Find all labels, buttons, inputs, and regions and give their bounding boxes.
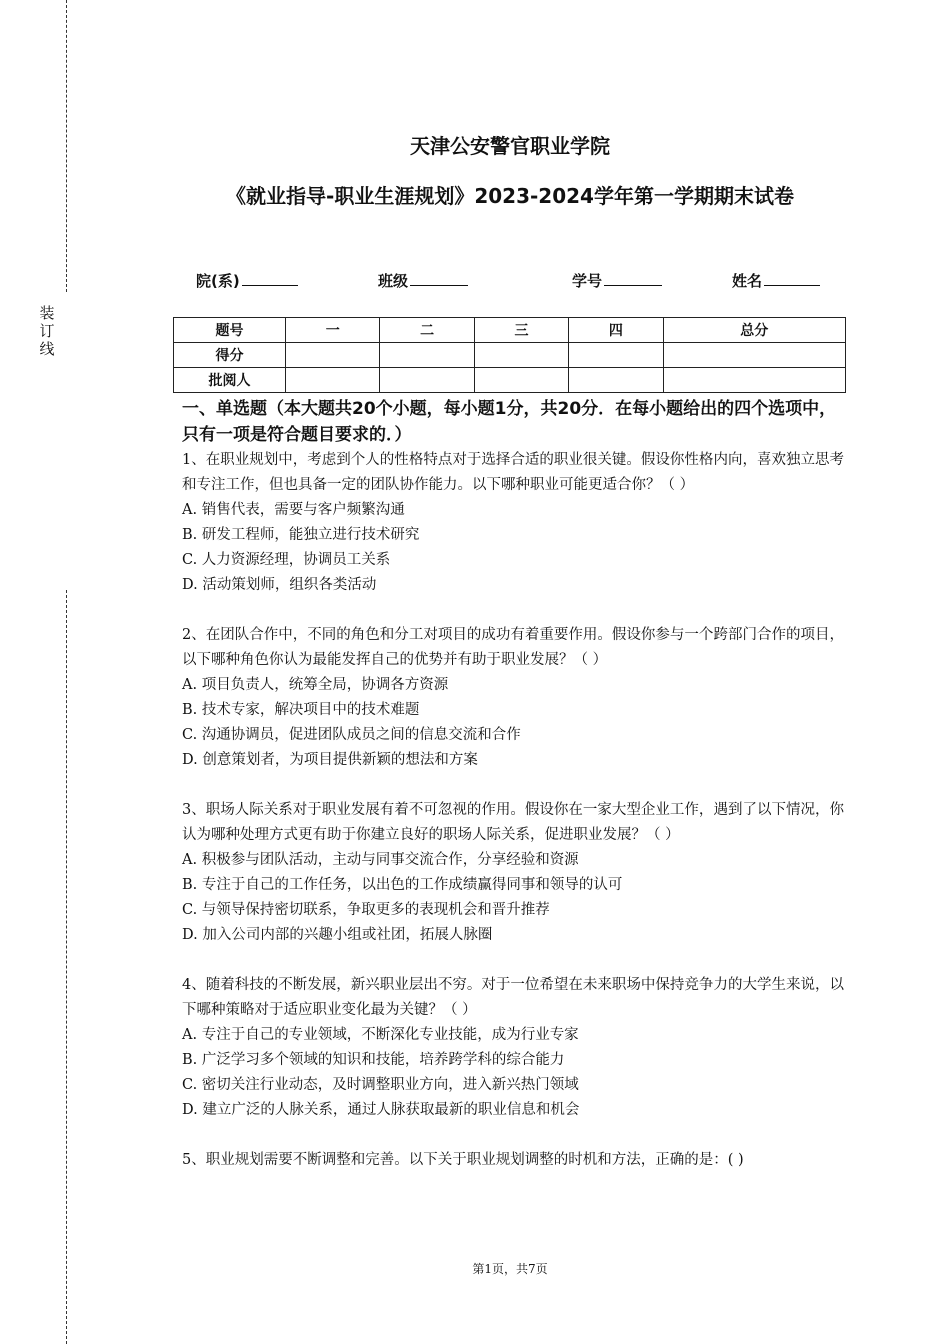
question-list [182,448,844,1198]
question-option: A. 销售代表，需要与客户频繁沟通 [182,502,405,518]
score-cell[interactable] [286,343,380,368]
question-option: C. 人力资源经理，协调员工关系 [182,552,391,568]
question-4 [182,973,844,1123]
info-name [732,270,820,291]
grader-cell[interactable] [286,368,380,393]
info-student-id-label: 学号 [572,272,603,290]
question-option: B. 专注于自己的工作任务，以出色的工作成绩赢得同事和领导的认可 [182,877,623,893]
question-option: C. 与领导保持密切联系，争取更多的表现机会和晋升推荐 [182,902,550,918]
info-class-blank[interactable] [410,271,468,286]
grader-cell[interactable] [569,368,663,393]
school-title: 天津公安警官职业学院 [410,134,610,158]
question-option: B. 广泛学习多个领域的知识和技能，培养跨学科的综合能力 [182,1052,565,1068]
question-option: D. 建立广泛的人脉关系，通过人脉获取最新的职业信息和机会 [182,1102,580,1118]
score-table [173,317,846,393]
info-department-label: 院(系) [196,272,240,290]
score-table-header-cell: 总分 [663,318,846,343]
question-3 [182,798,844,948]
question-option: A. 项目负责人，统筹全局，协调各方资源 [182,677,449,693]
binding-label: 装订线 [39,304,55,358]
question-stem: 1、在职业规划中，考虑到个人的性格特点对于选择合适的职业很关键。假设你性格内向，喜欢独立思考和专注工作，但也具备一定的团队协作能力。以下哪种职业可能更适合你？（ ） [182,452,844,493]
question-option: D. 创意策划者，为项目提供新颖的想法和方案 [182,752,478,768]
grader-cell[interactable] [663,368,846,393]
question-option: A. 积极参与团队活动，主动与同事交流合作，分享经验和资源 [182,852,579,868]
question-stem: 4、随着科技的不断发展，新兴职业层出不穷。对于一位希望在未来职场中保持竞争力的大学生来说，以下哪种策略对于适应职业变化最为关键？（ ） [182,977,844,1018]
info-class-label: 班级 [378,272,409,290]
info-student-id-blank[interactable] [604,271,662,286]
question-stem: 3、职场人际关系对于职业发展有着不可忽视的作用。假设你在一家大型企业工作，遇到了以下情况，你认为哪种处理方式更有助于你建立良好的职场人际关系，促进职业发展？（ ） [182,802,844,843]
info-name-label: 姓名 [732,272,763,290]
binding-dashed-line-bottom [66,590,67,1344]
score-table-header-cell: 一 [286,318,380,343]
score-cell[interactable] [380,343,474,368]
question-option: B. 研发工程师，能独立进行技术研究 [182,527,420,543]
score-table-header-cell: 题号 [174,318,286,343]
score-table-header-row [174,318,846,343]
info-department-blank[interactable] [242,271,298,286]
score-table-header-cell: 三 [474,318,568,343]
question-option: B. 技术专家，解决项目中的技术难题 [182,702,420,718]
question-option: C. 沟通协调员，促进团队成员之间的信息交流和合作 [182,727,521,743]
score-cell[interactable] [663,343,846,368]
section-heading: 一、单选题（本大题共20个小题，每小题1分，共20分．在每小题给出的四个选项中，只有一项是符合题目要求的．） [182,399,837,445]
exam-title: 《就业指导-职业生涯规划》2023-2024学年第一学期期末试卷 [226,184,794,208]
question-stem: 5、职业规划需要不断调整和完善。以下关于职业规划调整的时机和方法，正确的是：( ) [182,1152,744,1168]
info-department [196,270,298,291]
question-option: D. 加入公司内部的兴趣小组或社团，拓展人脉圈 [182,927,493,943]
score-table-header-cell: 四 [569,318,663,343]
grader-row-label: 批阅人 [174,368,286,393]
grader-cell[interactable] [474,368,568,393]
info-class [378,270,468,291]
score-table-row [174,368,846,393]
question-option: D. 活动策划师，组织各类活动 [182,577,377,593]
question-2 [182,623,844,773]
page-number: 第1页，共7页 [472,1262,548,1276]
question-5 [182,1148,844,1173]
score-cell[interactable] [474,343,568,368]
grader-cell[interactable] [380,368,474,393]
score-cell[interactable] [569,343,663,368]
score-table-header-cell: 二 [380,318,474,343]
info-student-id [572,270,662,291]
question-stem: 2、在团队合作中，不同的角色和分工对项目的成功有着重要作用。假设你参与一个跨部门合作的项目，以下哪种角色你认为最能发挥自己的优势并有助于职业发展？（ ） [182,627,844,668]
question-option: C. 密切关注行业动态，及时调整职业方向，进入新兴热门领域 [182,1077,579,1093]
score-row-label: 得分 [174,343,286,368]
score-table-row [174,343,846,368]
question-option: A. 专注于自己的专业领域，不断深化专业技能，成为行业专家 [182,1027,579,1043]
info-name-blank[interactable] [764,271,820,286]
question-1 [182,448,844,598]
